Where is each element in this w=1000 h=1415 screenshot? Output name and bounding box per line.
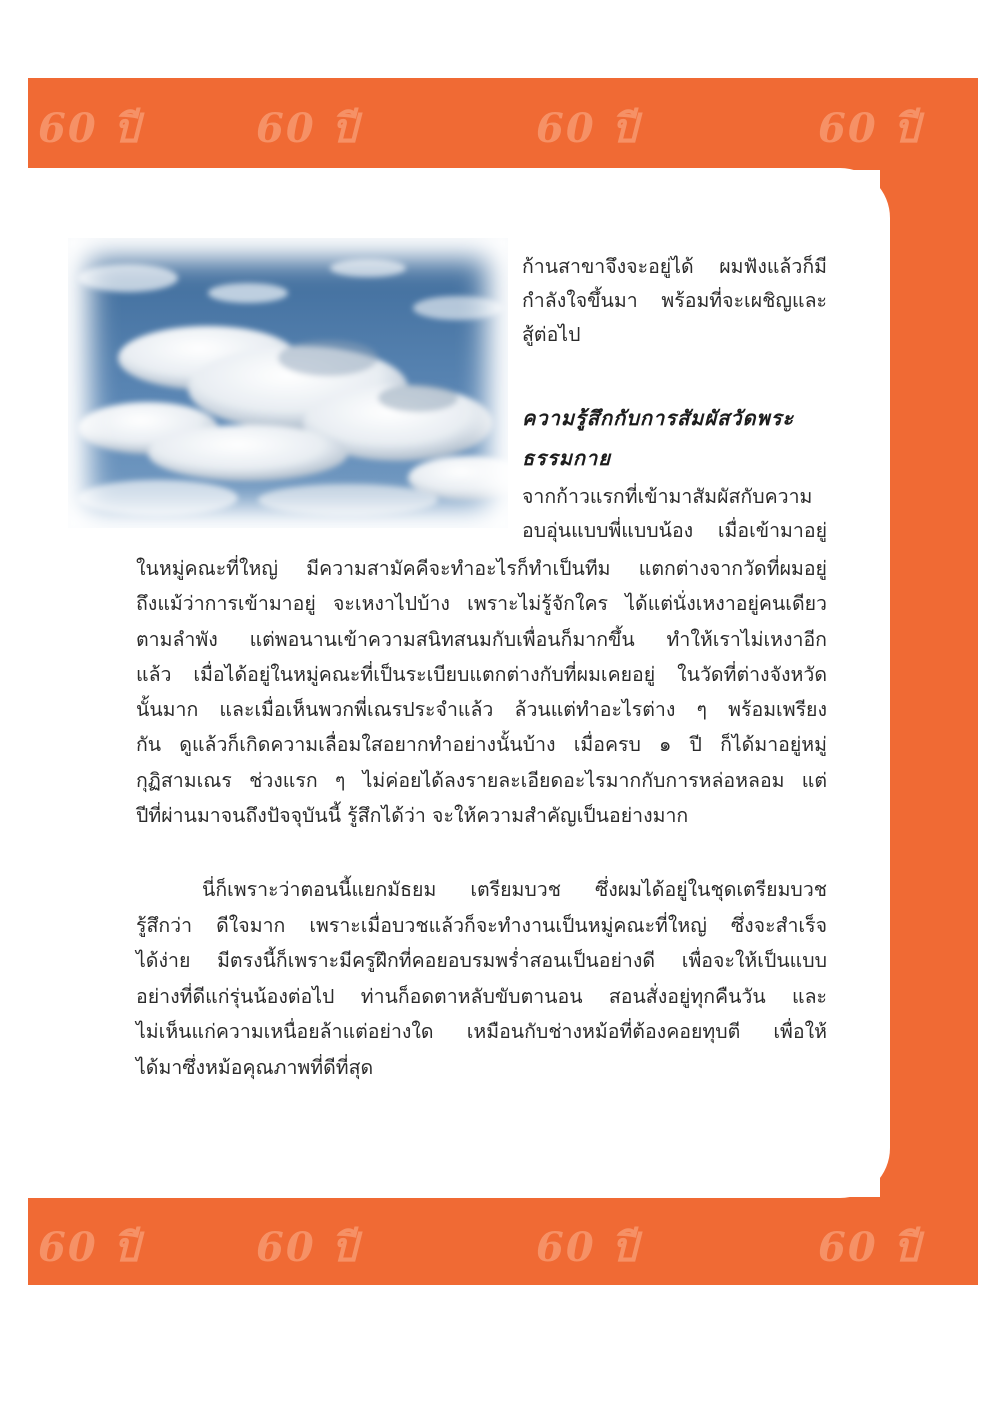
text-line: ได้มาซึ่งหม้อคุณภาพที่ดีที่สุด [136,1055,374,1079]
bottom-orange-band [28,1197,978,1285]
text-line: นี่ก็เพราะว่าตอนนี้แยกมัธยม เตรียมบวช ซึ่งผมได้อยู่ในชุดเตรียมบวช [202,878,827,901]
watermark-logo: 60 ปี [256,1224,359,1271]
text-line: รู้สึกว่า ดีใจมาก เพราะเมื่อบวชแล้วก็จะทำงานเป็นหมู่คณะที่ใหญ่ ซึ่งจะสำเร็จ [136,913,827,937]
text-line: จากก้าวแรกที่เข้ามาสัมผัสกับความ [522,485,813,508]
text-line: ตามลำพัง แต่พอนานเข้าความสนิทสนมกับเพื่อนก็มากขึ้น ทำให้เราไม่เหงาอีก [136,627,827,651]
section-paragraph [136,551,827,833]
text-line: อย่างที่ดีแก่รุ่นน้องต่อไป ท่านก็อดตาหลับขับตานอน สอนสั่งอยู่ทุกคืนวัน และ [136,984,827,1008]
text-line: แล้ว เมื่อได้อยู่ในหมู่คณะที่เป็นระเบียบแตกต่างกับที่ผมเคยอยู่ ในวัดที่ต่างจังหวัด [136,662,827,686]
text-line: กัน ดูแล้วก็เกิดความเลื่อมใสอยากทำอย่างนั้นบ้าง เมื่อครบ ๑ ปี ก็ได้มาอยู่หมู่ [136,733,827,757]
watermark-logo: 60 ปี [818,105,921,152]
text-line: ไม่เห็นแก่ความเหนื่อยล้าแต่อย่างใด เหมือนกับช่างหม้อที่ต้องคอยทุบตี เพื่อให้ [136,1020,827,1043]
text-line: สู้ต่อไป [522,323,581,346]
watermark-logo: 60 ปี [38,105,141,152]
text-line: กุฏิสามเณร ช่วงแรก ๆ ไม่ค่อยได้ลงรายละเอียดอะไรมากกับการหล่อหลอม แต่ [136,768,827,792]
watermark-logo: 60 ปี [536,105,639,152]
watermark-logo: 60 ปี [818,1224,921,1271]
text-line: อบอุ่นแบบพี่แบบน้อง เมื่อเข้ามาอยู่ [522,519,827,542]
top-orange-band [28,78,978,170]
text-line: ถึงแม้ว่าการเข้ามาอยู่ จะเหงาไปบ้าง เพราะไม่รู้จักใคร ได้แต่นั่งเหงาอยู่คนเดียว [136,592,827,616]
text-line: กำลังใจขึ้นมา พร้อมที่จะเผชิญและ [522,289,827,312]
text-line: ในหมู่คณะที่ใหญ่ มีความสามัคคีจะทำอะไรก็ทำเป็นทีม แตกต่างจากวัดที่ผมอยู่ [136,557,827,580]
sky-clouds-photo [68,238,508,528]
watermark-logo: 60 ปี [536,1224,639,1271]
heading-line: ความรู้สึกกับการสัมผัสวัดพระ [522,406,795,430]
intro-paragraph [522,250,827,352]
text-line: ปีที่ผ่านมาจนถึงปัจจุบันนี้ รู้สึกได้ว่า จะให้ความสำคัญเป็นอย่างมาก [136,804,689,828]
text-line: นั้นมาก และเมื่อเห็นพวกพี่เณรประจำแล้ว ล้วนแต่ทำอะไรต่าง ๆ พร้อมเพรียง [136,698,827,722]
text-line: ได้ง่าย มีตรงนี้ก็เพราะมีครูฝึกที่คอยอบรมพร่ำสอนเป็นอย่างดี เพื่อจะให้เป็นแบบ [136,949,827,972]
watermark-logo: 60 ปี [38,1224,141,1271]
section-paragraph-start [522,480,827,548]
watermark-logo: 60 ปี [256,105,359,152]
second-paragraph [136,872,827,1085]
right-orange-band [880,165,978,1202]
text-line: ก้านสาขาจึงจะอยู่ได้ ผมฟังแล้วก็มี [522,255,827,278]
heading-line: ธรรมกาย [522,446,611,470]
section-heading [522,398,827,478]
